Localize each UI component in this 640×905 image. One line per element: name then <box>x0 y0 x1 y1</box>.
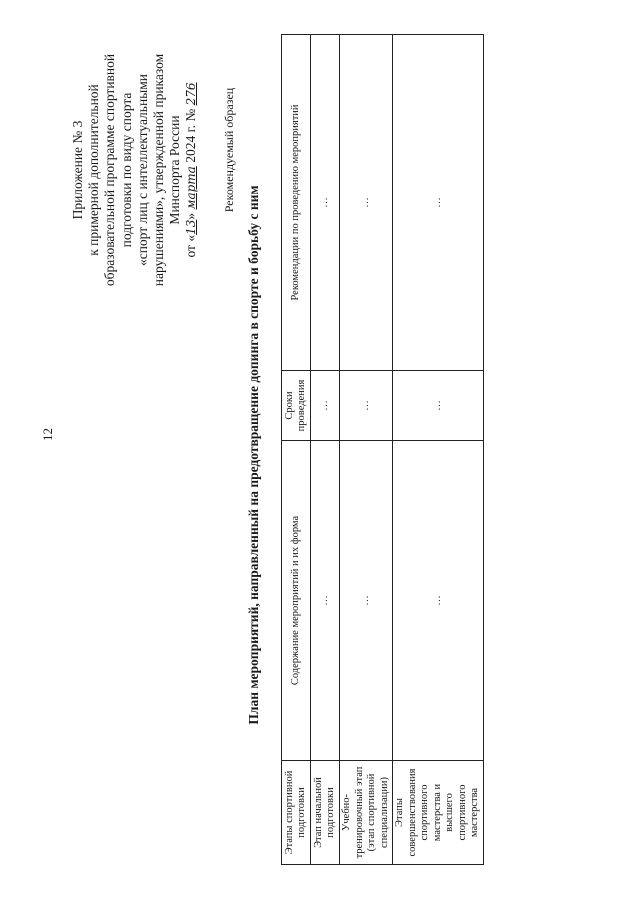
table-row <box>311 35 340 865</box>
order-day: 13 <box>184 219 199 235</box>
header-recommendations: Рекомендации по проведению мероприятий <box>282 35 311 371</box>
appendix-line: подготовки по виду спорта <box>118 92 134 248</box>
table-cell: … <box>311 371 340 441</box>
order-number: 276 <box>184 82 199 106</box>
header-terms: Сроки проведения <box>282 371 311 441</box>
table-cell: Этапы совершенствования спортивного мастерства и высшего спортивного мастерства <box>393 761 484 865</box>
order-prefix: от « <box>183 234 199 258</box>
table-cell: … <box>393 441 484 761</box>
plan-table <box>281 34 484 865</box>
order-month: марта <box>184 166 199 210</box>
appendix-line: образовательной программе спортивной <box>102 53 118 287</box>
document-title: План мероприятий, направленный на предотвращение допинга в спорте и борьбу с ним <box>246 185 261 725</box>
header-stages: Этапы спортивной подготовки <box>282 761 311 865</box>
appendix-line: нарушениями», утвержденной приказом <box>151 53 167 287</box>
appendix-line: к примерной дополнительной <box>86 84 102 256</box>
order-mid-year: 2024 г. № <box>183 105 199 167</box>
table-cell: … <box>393 35 484 371</box>
table-cell: … <box>340 371 393 441</box>
table-cell: … <box>311 35 340 371</box>
table-header-row <box>282 35 311 865</box>
order-mid: » <box>183 209 199 220</box>
order-date-line <box>183 10 199 330</box>
appendix-line: Минспорта России <box>167 115 183 225</box>
table-row <box>393 35 484 865</box>
recommended-label: Рекомендуемый образец <box>222 87 236 213</box>
header-content: Содержание мероприятий и их форма <box>282 441 311 761</box>
appendix-line: Приложение № 3 <box>70 120 85 220</box>
table-cell: Учебно-тренировочный этап (этап спортивной специализации) <box>340 761 393 865</box>
page-number: 12 <box>40 428 55 441</box>
table-cell: Этап начальной подготовки <box>311 761 340 865</box>
table-cell: … <box>311 441 340 761</box>
appendix-line: «спорт лиц с интеллектуальными <box>134 73 150 267</box>
table-cell: … <box>393 371 484 441</box>
appendix-block <box>70 10 200 330</box>
table-cell: … <box>340 35 393 371</box>
table-cell: … <box>340 441 393 761</box>
table-row <box>340 35 393 865</box>
